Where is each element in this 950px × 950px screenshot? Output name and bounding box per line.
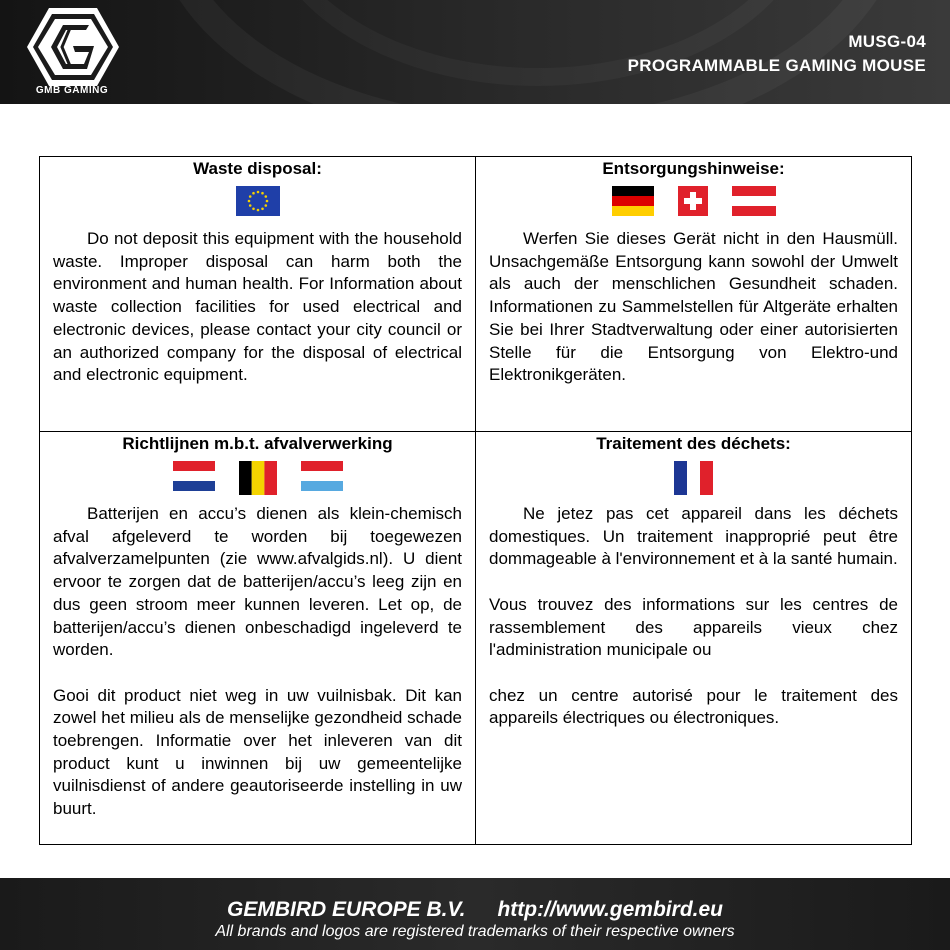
trademark-notice: All brands and logos are registered trademarks of their respective owners (215, 923, 735, 940)
company-url[interactable]: http://www.gembird.eu (497, 898, 723, 921)
germany-flag-icon (612, 186, 654, 216)
luxembourg-flag-icon (301, 461, 343, 491)
company-name: GEMBIRD EUROPE B.V. (227, 898, 466, 921)
footer-company-line (0, 898, 950, 922)
gmb-logo-icon (26, 6, 120, 88)
section-dutch (40, 432, 476, 845)
section-title: Traitement des déchets: (596, 434, 791, 453)
product-name: PROGRAMMABLE GAMING MOUSE (627, 56, 926, 75)
netherlands-flag-icon (173, 461, 215, 491)
paragraph: Werfen Sie dieses Gerät nicht in den Hausmüll. Unsachgemäße Entsorgung kann sowohl der Umwelt als auch der menschlichen Gesundheit schaden. Informationen zu Sammelstellen für Altgeräte erhalten Sie bei Ihrer Stadtverwaltung oder einer autorisierten Stelle für die Entsorgung von Elektro-und Elektronikgeräten. (489, 229, 898, 385)
switzerland-flag-icon (678, 186, 708, 216)
logo-text: GMB GAMING (35, 85, 109, 96)
paragraph: Ne jetez pas cet appareil dans les déchets domestiques. Un traitement inapproprié peut être dommageable à l'environnement et à la santé humain. (489, 504, 898, 569)
paragraph: chez un centre autorisé pour le traitement des appareils électriques ou électroniques. (489, 685, 898, 728)
paragraph: Gooi dit product niet weg in uw vuilnisbak. Dit kan zowel het milieu als de menselijke gezondheid schade toebrengen. Informatie over het inleveren van dit product kunt u inwinnen bij uw gemeentelijke vuilnisdienst of andere geautoriseerde instelling in uw buurt. (53, 685, 462, 819)
flag-row (53, 186, 462, 220)
france-flag-icon (674, 461, 713, 495)
section-title: Richtlijnen m.b.t. afvalverwerking (122, 434, 393, 453)
flag-row (489, 461, 898, 495)
disposal-table (39, 156, 912, 845)
product-heading (628, 30, 926, 78)
section-french (476, 432, 912, 845)
section-english (40, 157, 476, 432)
page-header (0, 0, 950, 104)
section-german (476, 157, 912, 432)
section-title: Waste disposal: (193, 159, 322, 178)
belgium-flag-icon (239, 461, 277, 495)
gmb-gaming-logo (22, 6, 124, 98)
flag-row (489, 186, 898, 220)
eu-flag-icon (236, 186, 280, 216)
model-number: MUSG-04 (848, 32, 926, 51)
austria-flag-icon (732, 186, 776, 216)
page-footer (0, 878, 950, 950)
section-title: Entsorgungshinweise: (602, 159, 785, 178)
paragraph: Vous trouvez des informations sur les centres de rassemblement des appareils vieux chez l'administration municipale ou (489, 594, 898, 660)
paragraph: Batterijen en accu’s dienen als klein-chemisch afval afgeleverd te worden bij toegewezen afvalverzamelpunten (zie www.afvalgids.nl). U dient ervoor te zorgen dat de batterijen/accu’s leeg zijn en dus geen stroom meer kunnen leveren. Let op, de batterijen/accu’s dienen onbeschadigd ingeleverd te worden. (53, 504, 462, 660)
flag-row (53, 461, 462, 495)
paragraph: Do not deposit this equipment with the household waste. Improper disposal can harm both the environment and human health. For Information about waste collection facilities for used electrical and electronic devices, please contact your city council or an authorized company for the disposal of electrical and electronic equipment. (53, 229, 462, 385)
